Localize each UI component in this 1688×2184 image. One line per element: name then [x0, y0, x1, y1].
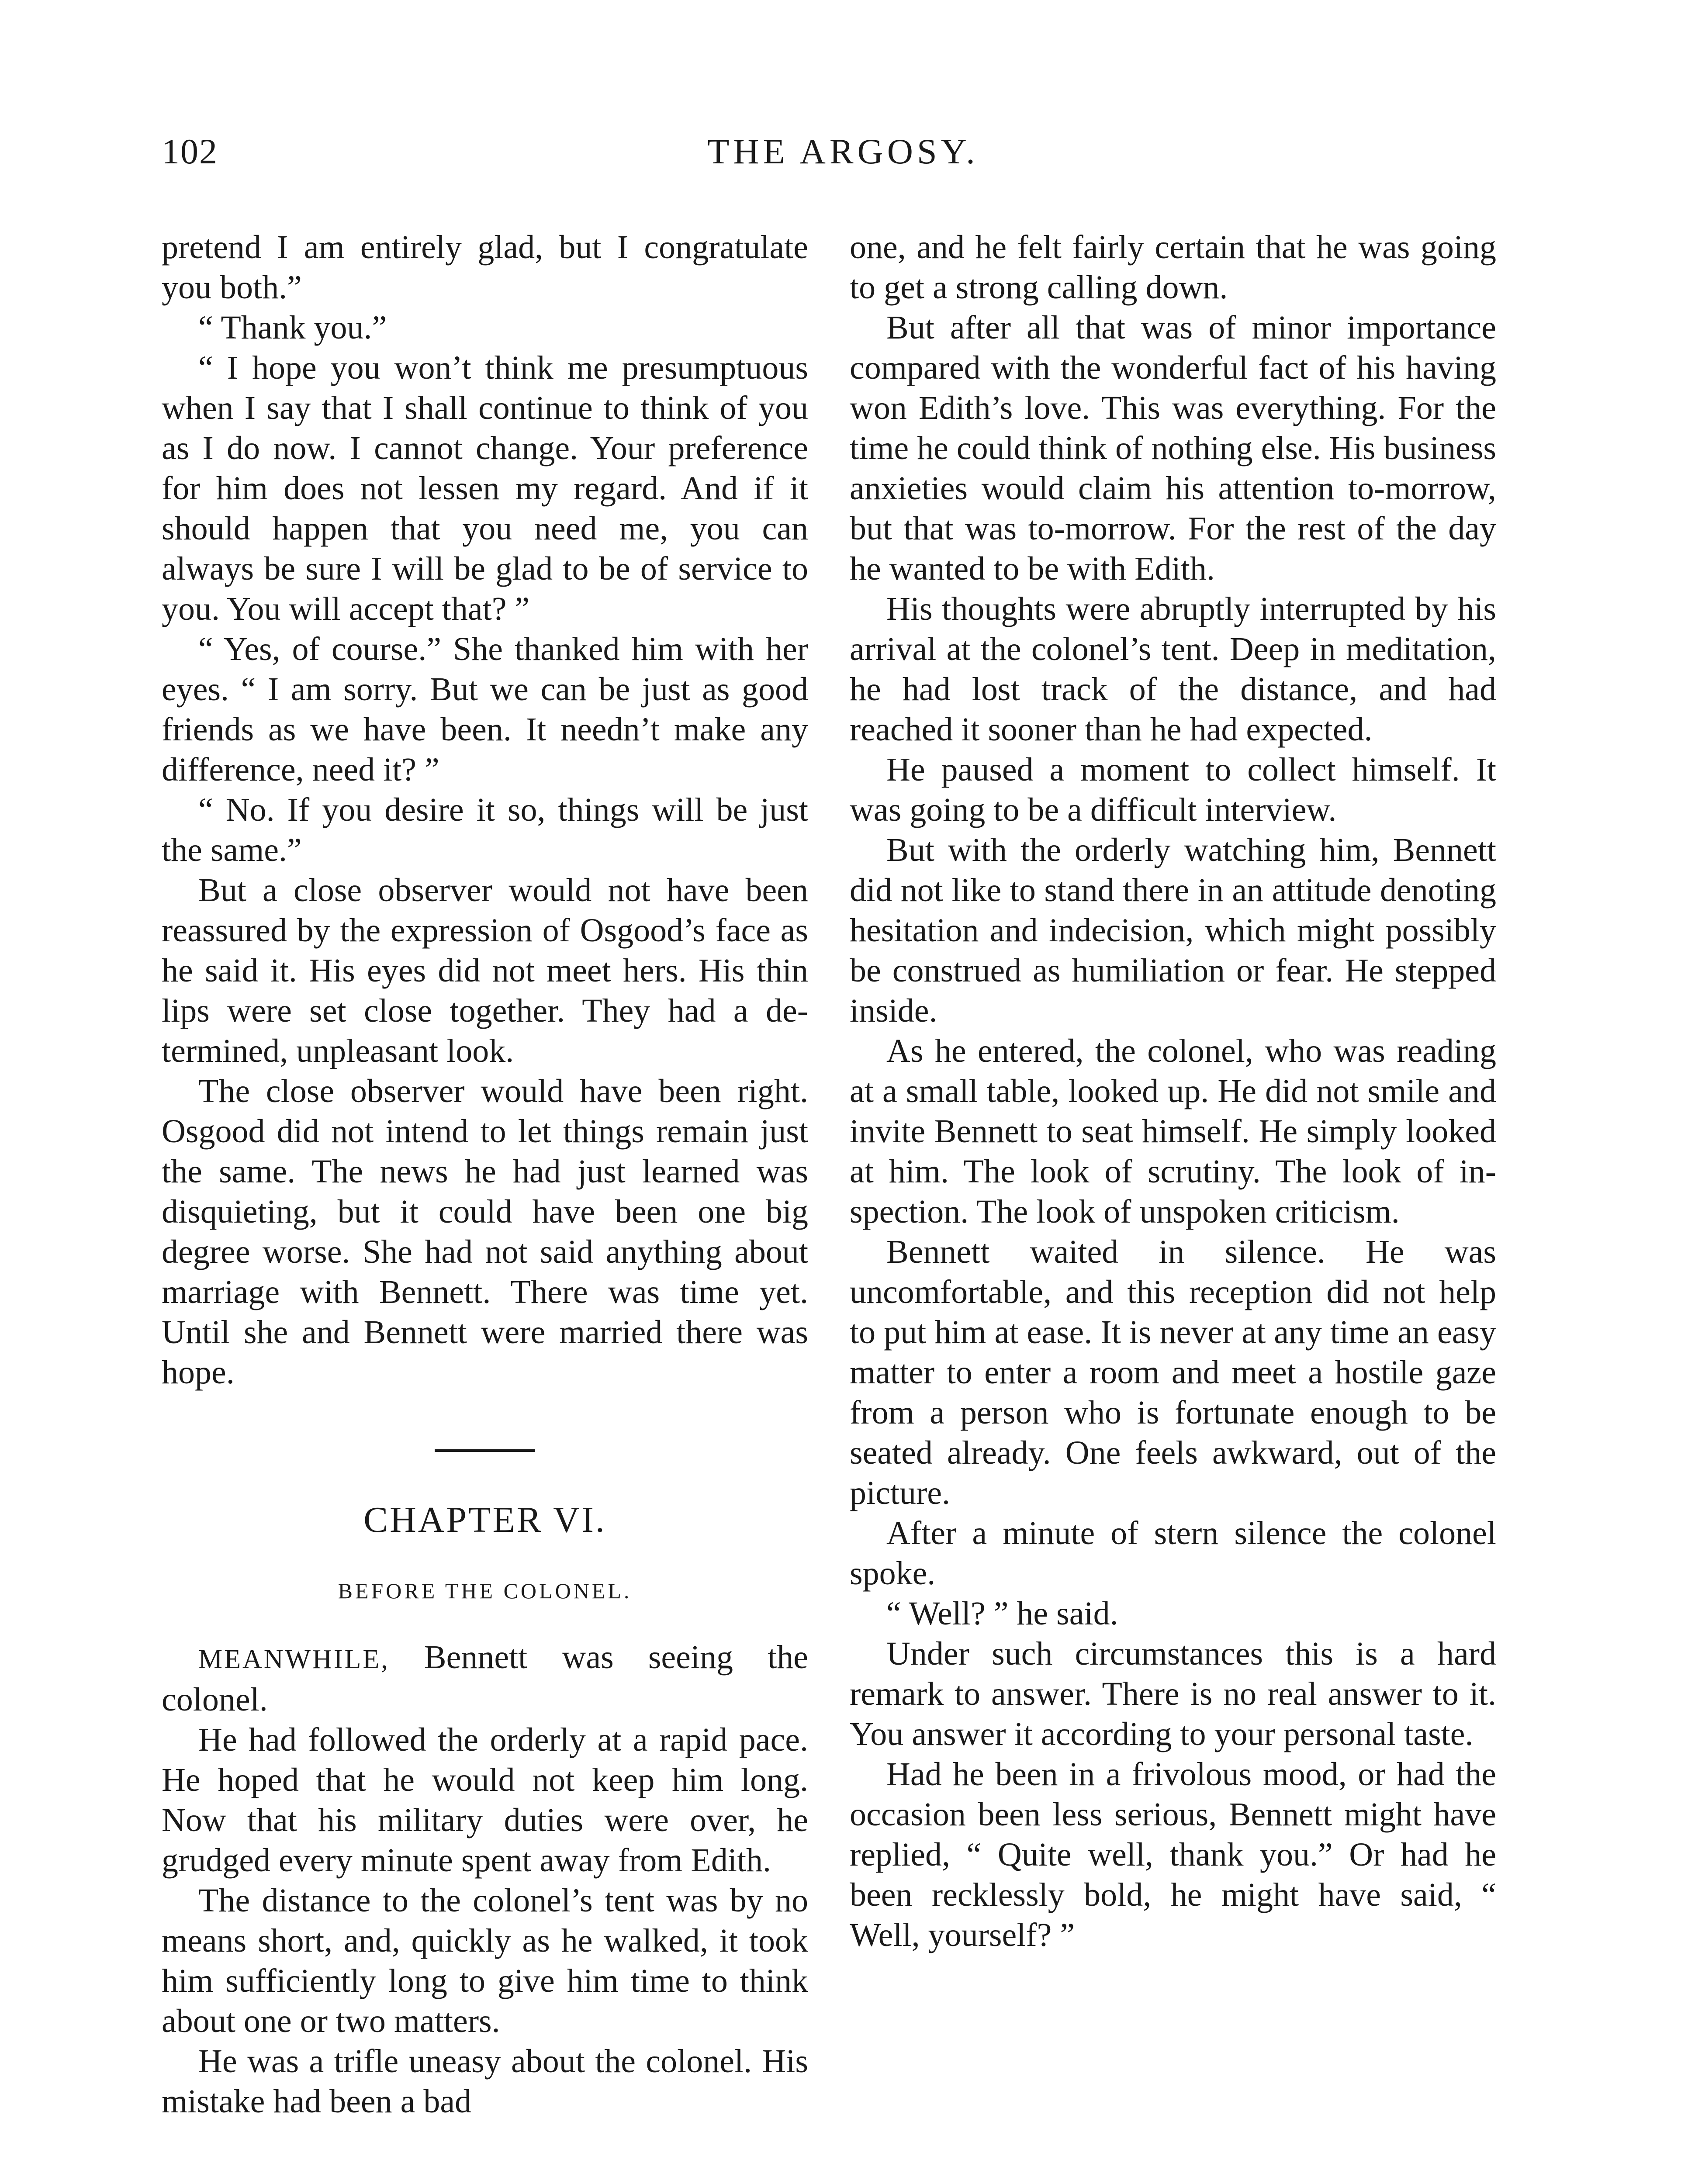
paragraph: “ No. If you desire it so, things will be just the same.”: [162, 791, 808, 868]
paragraph: He was a trifle uneasy about the colonel. His mistake had been a bad: [162, 2043, 808, 2120]
paragraph: But with the orderly watching him, Bennett did not like to stand there in an attitude denoting hesitation and indecision, which might possibly be construed as humiliation or fear. He stepped inside.: [850, 832, 1496, 1029]
paragraph: pretend I am entirely glad, but I congratulate you both.”: [162, 229, 808, 306]
paragraph: [162, 1637, 808, 1720]
paragraph: The close observer would have been right. Osgood did not intend to let things remain just the same. The news he had just learned was disquieting, but it could have been one big degree worse. She had not said anything about marriage with Bennett. There was time yet. Until she and Bennett were married there was hope.: [162, 1073, 808, 1391]
paragraph: Under such circumstances this is a hard remark to answer. There is no real answer to it. You answer it according to your personal taste.: [850, 1635, 1496, 1752]
paragraph: The distance to the colonel’s tent was by no means short, and, quickly as he walked, it took him sufficiently long to give him time to think about one or two matters.: [162, 1882, 808, 2039]
paragraph: His thoughts were abruptly interrupted by his arrival at the colonel’s tent. Deep in meditation, he had lost track of the distance, and had reached it sooner than he had expected.: [850, 591, 1496, 748]
lead-rest: Bennett was seeing the colonel.: [162, 1639, 808, 1718]
paragraph: “ Yes, of course.” She thanked him with her eyes. “ I am sorry. But we can be just as good friends as we have been. It needn’t make any difference, need it? ”: [162, 631, 808, 788]
paragraph: But after all that was of minor importance compared with the wonderful fact of his having won Edith’s love. This was everything. For the time he could think of nothing else. His business anxieties would claim his attention to-morrow, but that was to-morrow. For the rest of the day he wanted to be with Edith.: [850, 309, 1496, 587]
paragraph: After a minute of stern silence the colonel spoke.: [850, 1515, 1496, 1592]
running-head: THE ARGOSY.: [707, 131, 979, 171]
paragraph: He had followed the orderly at a rapid pace. He hoped that he would not keep him long. Now that his military duties were over, he grudged every minute spent away from Edith.: [162, 1721, 808, 1879]
section-divider: [435, 1449, 535, 1452]
paragraph: He paused a moment to collect himself. It was going to be a difficult interview.: [850, 751, 1496, 828]
paragraph: Had he been in a frivolous mood, or had the occasion been less serious, Bennett might have replied, “ Quite well, thank you.” Or had he been recklessly bold, he might have said, “ Well, yourself? ”: [850, 1756, 1496, 1953]
page-header: [162, 131, 1525, 197]
paragraph: Bennett waited in silence. He was uncomfortable, and this reception did not help to put him at ease. It is never at any time an easy matter to enter a room and meet a hostile gaze from a person who is fortunate enough to be seated already. One feels awkward, out of the picture.: [850, 1234, 1496, 1511]
lead-word: MEANWHILE,: [198, 1645, 390, 1674]
chapter-subtitle: BEFORE THE COLONEL.: [338, 1579, 632, 1603]
left-column: [162, 227, 808, 2122]
chapter-title: CHAPTER VI.: [363, 1500, 606, 1540]
right-column: [850, 227, 1496, 1955]
page-number: 102: [162, 131, 218, 171]
paragraph: As he entered, the colonel, who was reading at a small table, looked up. He did not smile and invite Bennett to seat himself. He simply looked at him. The look of scrutiny. The look of inspection. The look of unspoken criticism.: [850, 1033, 1496, 1230]
paragraph: “ Thank you.”: [198, 309, 387, 346]
paragraph: one, and he felt fairly certain that he was going to get a strong calling down.: [850, 229, 1496, 306]
paragraph: But a close observer would not have been reassured by the expression of Osgood’s face as he said it. His eyes did not meet hers. His thin lips were set close together. They had a determined, unpleasant look.: [162, 872, 808, 1069]
paragraph: “ I hope you won’t think me presumptuous when I say that I shall continue to think of you as I do now. I cannot change. Your preference for him does not lessen my regard. And if it should happen that you need me, you can always be sure I will be glad to be of service to you. You will accept that? ”: [162, 349, 808, 627]
paragraph: “ Well? ” he said.: [886, 1595, 1118, 1632]
